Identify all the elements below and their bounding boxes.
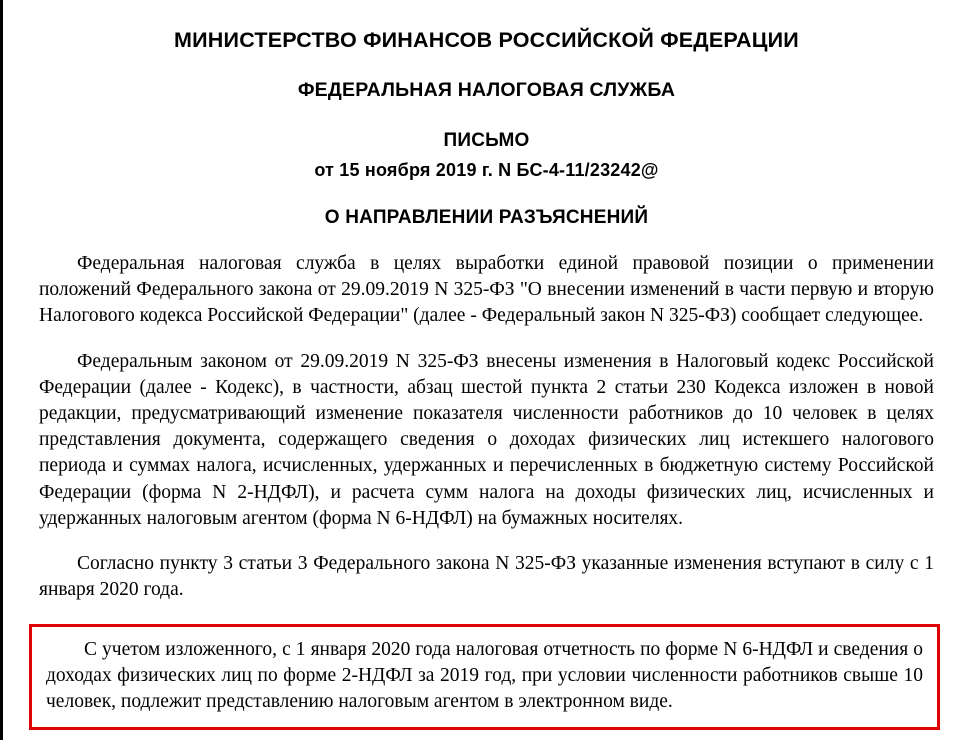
document-type-label: ПИСЬМО <box>443 130 530 151</box>
highlight-box <box>29 624 940 730</box>
ministry-title: МИНИСТЕРСТВО ФИНАНСОВ РОССИЙСКОЙ ФЕДЕРАЦИИ <box>174 28 799 52</box>
paragraph-3: Согласно пункту 3 статьи 3 Федерального закона N 325-ФЗ указанные изменения вступают в силу с 1 января 2020 года. <box>39 553 934 601</box>
document-content <box>3 0 960 730</box>
service-title: ФЕДЕРАЛЬНАЯ НАЛОГОВАЯ СЛУЖБА <box>297 79 676 101</box>
document-subject: О НАПРАВЛЕНИИ РАЗЪЯСНЕНИЙ <box>324 207 649 228</box>
document-number: от 15 ноября 2019 г. N БС-4-11/23242@ <box>314 160 659 180</box>
paragraph-2: Федеральным законом от 29.09.2019 N 325-ФЗ внесены изменения в Налоговый кодекс Российской Федерации (далее - Кодекс), в частности, абзац шестой пункта 2 статьи 230 Кодекса изложен в новой редакции, предусматривающий изменение показателя численности работников до 10 человек в целях представления документа, содержащего сведения о доходах физических лиц истекшего налогового периода и суммах налога, исчисленных, удержанных и перечисленных в бюджетную систему Российской Федерации (форма N 2-НДФЛ), и расчета сумм налога на доходы физических лиц, исчисленных и удержанных налоговым агентом (форма N 6-НДФЛ) на бумажных носителях. <box>39 350 934 529</box>
highlighted-paragraph: С учетом изложенного, с 1 января 2020 года налоговая отчетность по форме N 6-НДФЛ и сведения о доходах физических лиц по форме 2-НДФЛ за 2019 год, при условии численности работников свыше 10 человек, подлежит представлению налоговым агентом в электронном виде. <box>46 638 923 712</box>
paragraph-1: Федеральная налоговая служба в целях выработки единой правовой позиции о применении положений Федерального закона от 29.09.2019 N 325-ФЗ "О внесении изменений в части первую и вторую Налогового кодекса Российской Федерации" (далее - Федеральный закон N 325-ФЗ) сообщает следующее. <box>39 253 934 327</box>
